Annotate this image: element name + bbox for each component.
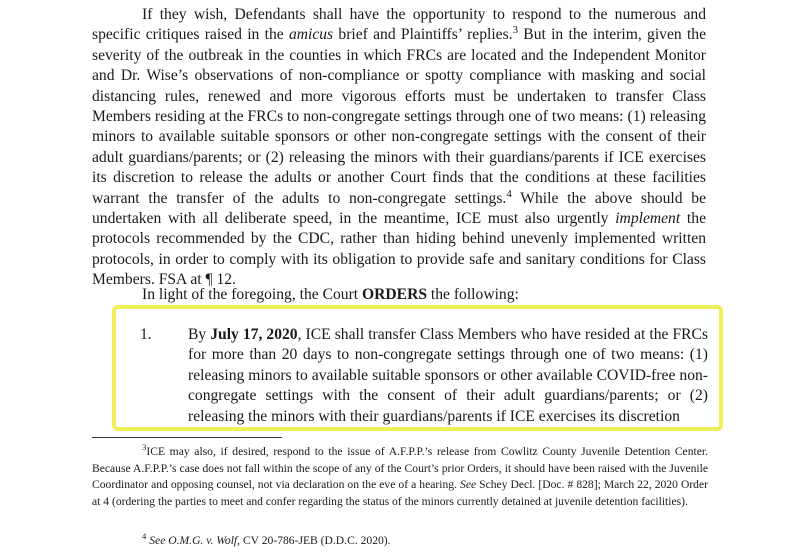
para1-text-a: If they wish, Defendants shall have the opportunity to respond to the numerous and specific critiques raised in the <box>92 6 706 44</box>
footnote-ref-4[interactable]: 4 <box>506 187 512 200</box>
footnote-4-text-b: , CV 20-786-JEB (D.D.C. 2020). <box>237 534 391 547</box>
para1-text-d: While the above should be undertaken with all deliberate speed, in the meantime, ICE must also urgently <box>92 189 706 228</box>
highlight-box <box>112 305 723 431</box>
para1-text-e: the protocols recommended by the CDC, rather than hiding behind unevenly implemented written protocols, in order to comply with its obligation to provide safe and sanitary conditions for Class Members. FSA at ¶ 12. <box>92 210 706 289</box>
footnote-divider <box>92 437 282 438</box>
order-text-b: , ICE shall transfer Class Members who have resided at the FRCs for more than 20 days to non-congregate settings through one of two means: (1) releasing minors to available suitable sponsors or other available COVID-free non-congregate settings with the consent of their adult guardians/parents; or (2) releasing the minors with their guardians/parents if ICE exercises its discretion <box>188 326 708 425</box>
footnote-4-citation: See O.M.G. v. Wolf <box>149 534 238 547</box>
body-paragraph-1 <box>92 5 706 291</box>
order-text-a: By <box>188 326 211 343</box>
para2-text-b: the following: <box>427 286 519 303</box>
para1-text-c: But in the interim, given the severity of the outbreak in the counties in which FRCs are located and the Independent Monitor and Dr. Wise’s observations of non-compliance or spotty compliance with masking and social distancing rules, renewed and more vigorous efforts must be undertaken to transfer Class Members residing at the FRCs to non-congregate settings through one of two means: (1) releasing minors to available suitable sponsors or other non-congregate settings with the consent of their adult guardians/parents; or (2) releasing the minors with their guardians/parents if ICE exercises its discretion to release the adults or another Court finds that the conditions at these facilities warrant the transfer of the adults to non-congregate settings. <box>92 26 707 207</box>
order-date: July 17, 2020 <box>210 326 298 343</box>
footnote-3 <box>92 444 708 510</box>
footnote-3-see: See <box>460 478 477 492</box>
para2-text-a: In light of the foregoing, the Court <box>142 286 363 303</box>
order-number: 1. <box>140 326 152 343</box>
footnote-4 <box>92 533 708 550</box>
para2-orders: ORDERS <box>362 286 428 303</box>
footnote-ref-3[interactable]: 3 <box>512 24 519 37</box>
footnote-3-mark: 3 <box>142 442 147 453</box>
body-paragraph-2 <box>92 285 706 305</box>
para1-implement: implement <box>615 210 681 228</box>
footnote-3-text-a: ICE may also, if desired, respond to the issue of A.F.P.P.’s release from Cowlitz County Juvenile Detention Center. Because A.F.P.P.’s case does not fall within the scope of any of the Court’s prior Orders, it should have been raised with the Juvenile Coordinator and opposing counsel, not via declaration on the eve of a hearing. <box>92 445 708 492</box>
para1-text-b: brief and Plaintiffs’ replies. <box>333 26 513 44</box>
footnote-3-text-b: Schey Decl. [Doc. # 828]; March 22, 2020 Order at 4 (ordering the parties to meet and confer regarding the status of the minors currently detained at juvenile detention facilities). <box>92 478 708 508</box>
footnote-4-mark: 4 <box>142 531 147 542</box>
para1-amicus: amicus <box>288 26 334 44</box>
